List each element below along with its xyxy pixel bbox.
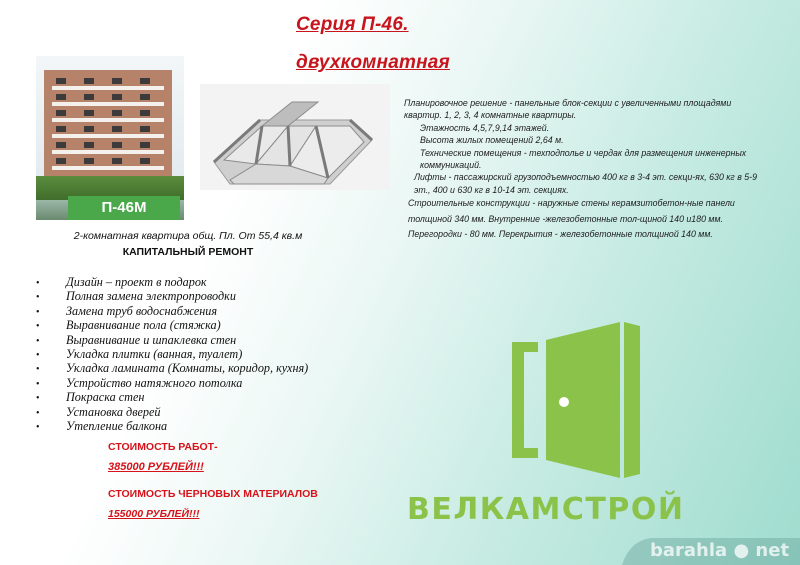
floor-plan-image — [200, 84, 390, 190]
window — [56, 142, 66, 148]
work-cost-label: СТОИМОСТЬ РАБОТ- — [108, 441, 218, 453]
window — [140, 142, 150, 148]
window — [56, 78, 66, 84]
floor-plan-drawing — [200, 84, 390, 190]
bullet: • — [36, 321, 40, 333]
window — [56, 126, 66, 132]
window — [140, 78, 150, 84]
door-icon — [512, 322, 654, 478]
window — [84, 110, 94, 116]
apartment-heading — [52, 228, 324, 260]
list-item: • Утепление балкона — [36, 419, 308, 433]
works-list — [36, 275, 308, 433]
list-item: • Покраска стен — [36, 390, 308, 404]
list-item: • Выравнивание пола (стяжка) — [36, 318, 308, 332]
watermark-text: barahla ● net — [650, 540, 790, 561]
list-item: • Устройство натяжного потолка — [36, 376, 308, 390]
company-logo-text: ВЕЛКАМСТРОЙ — [407, 492, 685, 527]
materials-cost-label: СТОИМОСТЬ ЧЕРНОВЫХ МАТЕРИАЛОВ — [108, 488, 318, 500]
window — [112, 110, 122, 116]
window — [112, 78, 122, 84]
window — [140, 158, 150, 164]
bullet: • — [36, 306, 40, 318]
apartment-area: 2-комнатная квартира общ. Пл. От 55,4 кв.м — [73, 230, 303, 242]
list-item: • Дизайн – проект в подарок — [36, 275, 308, 289]
window — [84, 142, 94, 148]
window — [84, 94, 94, 100]
materials-cost-value: 155000 РУБЛЕЙ!!! — [108, 508, 200, 520]
description-paragraph: Лифты - пассажирский грузоподъемностью 400 кг в 3-4 эт. секци-ях, 630 кг в 5-9 эт., 400 и 630 кг в 10-14 эт. секциях. — [414, 172, 757, 195]
window — [56, 94, 66, 100]
bullet: • — [36, 292, 40, 304]
balcony-band — [52, 166, 164, 170]
window — [56, 110, 66, 116]
description-paragraph: Высота жилых помещений 2,64 м. — [420, 135, 564, 146]
window — [84, 158, 94, 164]
balcony-band — [52, 118, 164, 122]
bullet: • — [36, 407, 40, 419]
window — [112, 94, 122, 100]
list-item: • Выравнивание и шпаклевка стен — [36, 333, 308, 347]
window — [84, 78, 94, 84]
window — [84, 126, 94, 132]
rooms-title: двухкомнатная — [296, 52, 450, 73]
description-paragraph: Этажность 4,5,7,9,14 этажей. — [420, 122, 550, 133]
list-item: • Замена труб водоснабжения — [36, 304, 308, 318]
list-item: • Укладка ламината (Комнаты, коридор, кухня) — [36, 361, 308, 375]
building-sign: П-46М — [68, 196, 180, 220]
window — [112, 142, 122, 148]
description-paragraph: Планировочное решение - панельные блок-секции с увеличенными площадями квартир. 1, 2, 3, 4 комнатные квартиры. — [404, 98, 732, 121]
window — [140, 110, 150, 116]
bullet: • — [36, 349, 40, 361]
bullet: • — [36, 364, 40, 376]
series-title: Серия П-46. — [296, 14, 409, 35]
window — [112, 126, 122, 132]
window — [140, 126, 150, 132]
bullet: • — [36, 421, 40, 433]
window — [112, 158, 122, 164]
bullet: • — [36, 335, 40, 347]
balcony-band — [52, 86, 164, 90]
description-paragraph: Строительные конструкции - наружные стены керамзитобетон-ные панели толщиной 340 мм. Внутренние -железобетонные тол-щиной 140 и180 мм. Перегородки - 80 мм. Перекрытия - железобетонные толщиной 140 мм. — [408, 198, 735, 240]
balcony-band — [52, 150, 164, 154]
description-paragraph: Технические помещения - техподполье и чердак для размещения инженерных коммуникаций. — [420, 147, 747, 171]
list-item: • Полная замена электропроводки — [36, 289, 308, 303]
list-item: • Укладка плитки (ванная, туалет) — [36, 347, 308, 361]
balcony-band — [52, 102, 164, 106]
repair-type: КАПИТАЛЬНЫЙ РЕМОНТ — [122, 246, 254, 258]
bullet: • — [36, 278, 40, 289]
window — [140, 94, 150, 100]
work-cost-value: 385000 РУБЛЕЙ!!! — [108, 461, 204, 473]
bullet: • — [36, 393, 40, 405]
list-item: • Установка дверей — [36, 405, 308, 419]
balcony-band — [52, 134, 164, 138]
series-description — [392, 97, 770, 243]
window — [56, 158, 66, 164]
bullet: • — [36, 378, 40, 390]
